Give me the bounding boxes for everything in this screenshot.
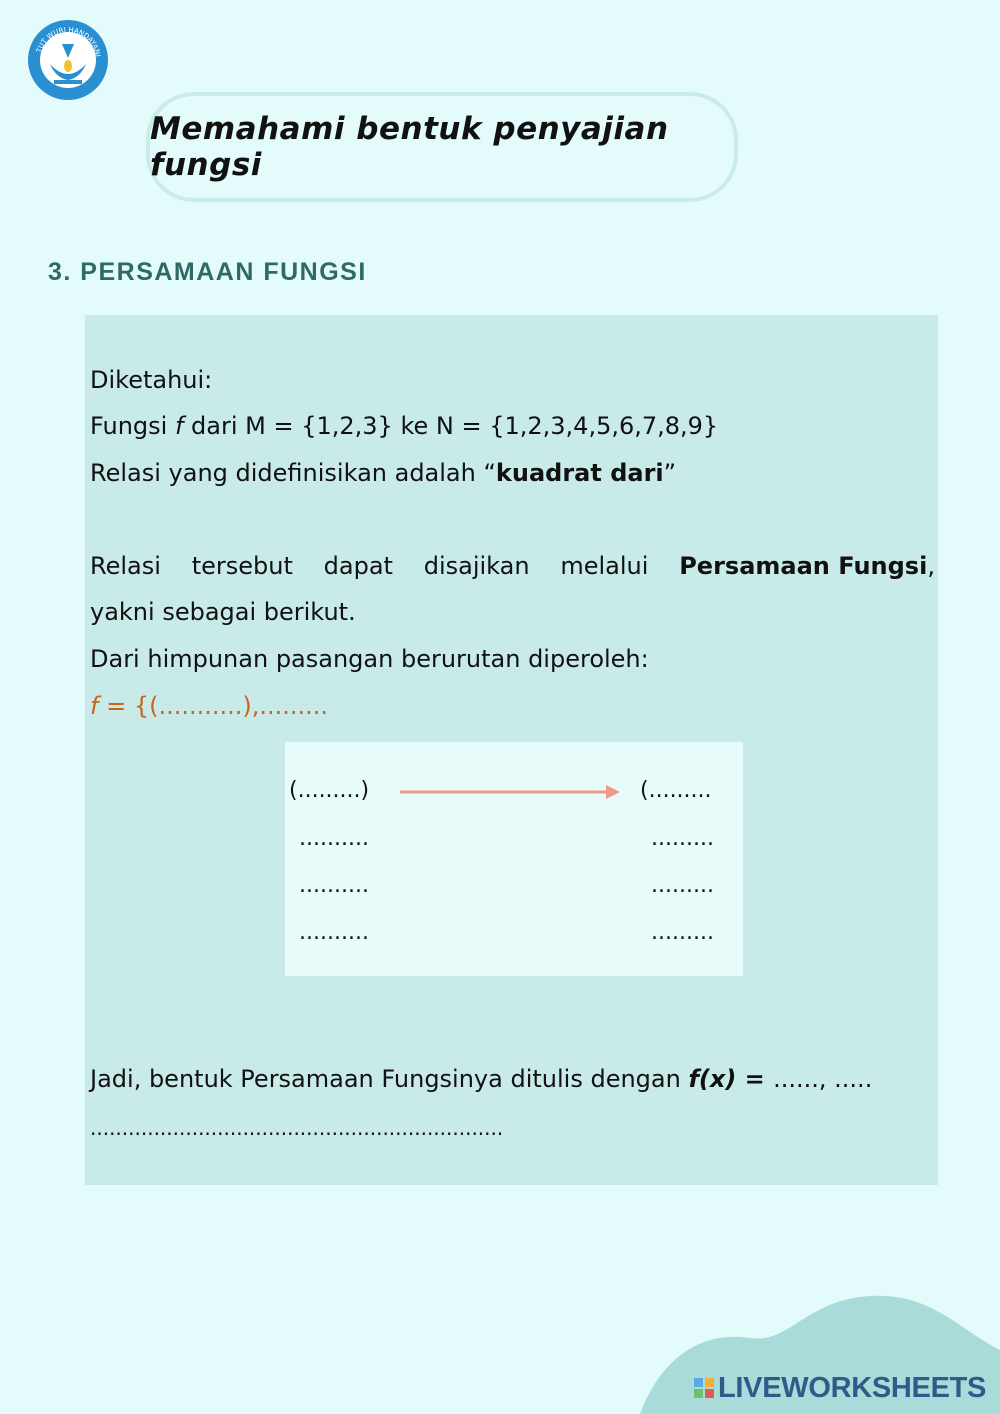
paragraph-line-2: yakni sebagai berikut.: [90, 598, 356, 626]
mapping-arrow: [398, 780, 624, 804]
mapping-right-2: .........: [651, 826, 714, 851]
para-comma: ,: [927, 552, 935, 580]
page-title: Memahami bentuk penyajian fungsi: [150, 111, 669, 183]
known-label: Diketahui:: [90, 366, 213, 394]
f-set-symbol: f: [90, 692, 99, 720]
relation-suffix: ”: [663, 459, 677, 487]
title-box: [146, 92, 738, 202]
fx-symbol: f(x): [688, 1065, 737, 1093]
mapping-right-1: (.........: [640, 778, 712, 803]
function-line-prefix: Fungsi: [90, 412, 175, 440]
pairs-line: Dari himpunan pasangan berurutan diperoleh:: [90, 645, 649, 673]
conclusion-prefix: Jadi, bentuk Persamaan Fungsinya ditulis dengan: [90, 1065, 689, 1093]
para-word: Relasi: [90, 552, 161, 580]
function-line-rest: dari M = {1,2,3} ke N = {1,2,3,4,5,6,7,8,9}: [183, 412, 719, 440]
f-set-line: [90, 691, 328, 721]
relation-bold: kuadrat dari: [495, 459, 664, 487]
liveworksheets-logo-icon: [694, 1378, 714, 1398]
para-word: disajikan: [423, 552, 530, 580]
persamaan-fungsi-term: Persamaan Fungsi: [679, 552, 928, 580]
para-bold-term: [679, 551, 935, 581]
conclusion-dots: ......, .....: [773, 1065, 873, 1093]
function-symbol: f: [174, 412, 184, 440]
para-word: dapat: [323, 552, 393, 580]
relation-prefix: Relasi yang didefinisikan adalah “: [90, 459, 496, 487]
mapping-left-3: ..........: [299, 873, 369, 898]
conclusion-equals: =: [736, 1065, 774, 1093]
para-word: melalui: [560, 552, 649, 580]
relation-line: [90, 458, 676, 488]
f-set-rest: = {(...........),.........: [98, 692, 329, 720]
paragraph-line-1: [90, 551, 935, 581]
liveworksheets-brand[interactable]: LIVEWORKSHEETS: [718, 1372, 987, 1404]
tut-wuri-handayani-logo: [26, 18, 110, 102]
mapping-right-3: .........: [651, 873, 714, 898]
para-word: tersebut: [191, 552, 293, 580]
logo-text: TUT WURI HANDAYANI: [35, 25, 102, 58]
conclusion-line: [90, 1064, 872, 1094]
answer-line: .................................................................: [90, 1116, 504, 1140]
mapping-left-1: (.........): [289, 778, 370, 803]
section-heading: 3. PERSAMAAN FUNGSI: [48, 258, 367, 286]
function-line: [90, 411, 718, 441]
mapping-right-4: .........: [651, 920, 714, 945]
mapping-left-2: ..........: [299, 826, 369, 851]
mapping-left-4: ..........: [299, 920, 369, 945]
